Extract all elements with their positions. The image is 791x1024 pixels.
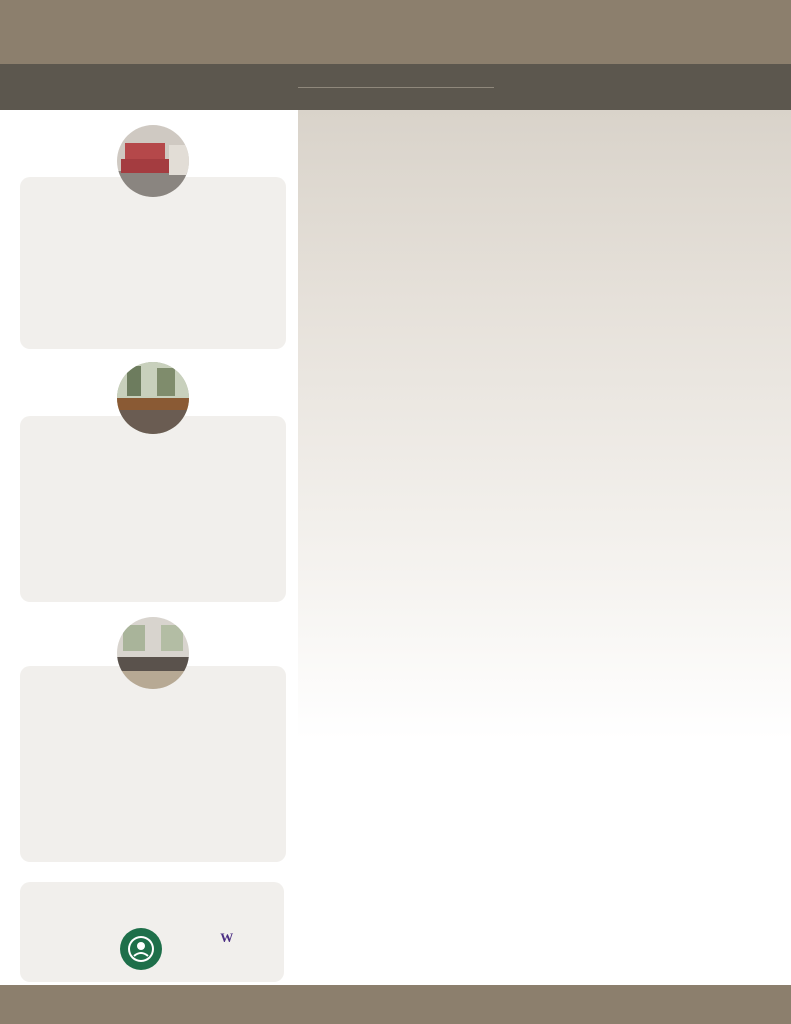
page-footer (0, 985, 791, 1024)
testimonial-card (20, 177, 286, 349)
testimonial-card (20, 666, 286, 862)
testimonial-photo-sofa (117, 125, 189, 197)
header-divider (298, 87, 494, 88)
starbucks-logo (120, 928, 162, 970)
testimonial-card (20, 416, 286, 602)
clients-card (20, 882, 284, 982)
uw-logo: W (220, 930, 234, 945)
testimonial-photo-lounge (117, 617, 189, 689)
page-header (0, 0, 791, 64)
testimonial-photo-bench (117, 362, 189, 434)
process-panel-background (298, 110, 791, 985)
